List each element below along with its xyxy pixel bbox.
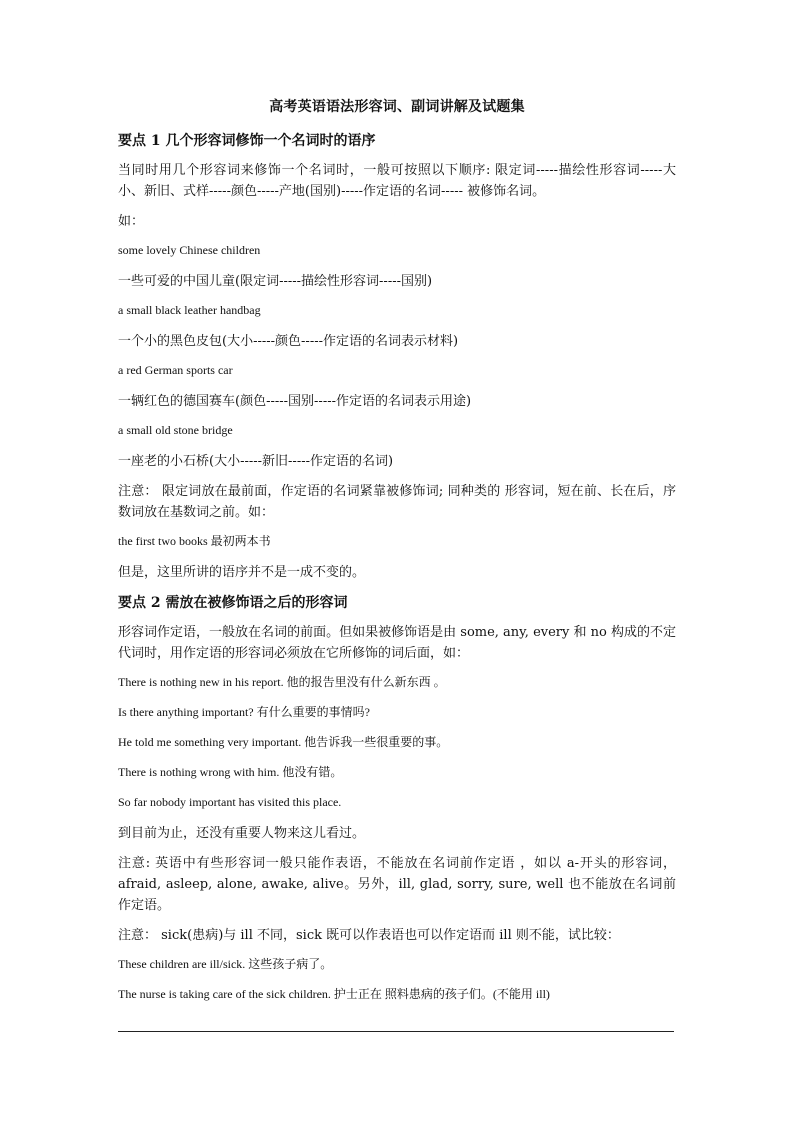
- example-mixed: the first two books 最初两本书: [118, 534, 271, 548]
- example-mixed: These children are ill/sick. 这些孩子病了。: [118, 957, 333, 971]
- section1-note: 注意： 限定词放在最前面，作定语的名词紧靠被修饰词; 同种类的 形容词，短在前、长在后，序数词放在基数词之前。如：: [118, 484, 676, 520]
- example-chinese: 一个小的黑色皮包(大小-----颜色-----作定语的名词表示材料): [118, 334, 459, 349]
- section1-conclusion: 但是，这里所讲的语序并不是一成不变的。: [118, 565, 366, 580]
- example-english: So far nobody important has visited this place.: [118, 795, 342, 809]
- example-chinese: 一些可爱的中国儿童(限定词-----描绘性形容词-----国别): [118, 274, 433, 289]
- section2-note1: 注意: 英语中有些形容词一般只能作表语，不能放在名词前作定语 ，如以 a-开头的形容词，afraid, asleep, alone, awake, alive。另外，ill, glad, sorry, sure, well 也不能放在名词前作定语。: [118, 856, 676, 913]
- section2-intro: 形容词作定语，一般放在名词的前面。但如果被修饰语是由 some, any, every 和 no 构成的不定 代词时，用作定语的形容词必须放在它所修饰的词后面，如：: [118, 625, 676, 661]
- example-mixed: Is there anything important? 有什么重要的事情吗?: [118, 705, 370, 719]
- example-english: a small black leather handbag: [118, 303, 261, 317]
- example-english: some lovely Chinese children: [118, 243, 261, 257]
- example-english: a red German sports car: [118, 363, 233, 377]
- example-chinese: 一座老的小石桥(大小-----新旧-----作定语的名词): [118, 454, 394, 469]
- section2-heading: 要点 2 需放在被修饰语之后的形容词: [118, 595, 348, 611]
- example-mixed: He told me something very important. 他告诉我一些很重要的事。: [118, 735, 449, 749]
- document-title: 高考英语语法形容词、副词讲解及试题集: [269, 99, 525, 115]
- example-chinese: 一辆红色的德国赛车(颜色-----国别-----作定语的名词表示用途): [118, 394, 472, 409]
- example-english: a small old stone bridge: [118, 423, 233, 437]
- bottom-divider: [118, 1031, 674, 1032]
- example-mixed: There is nothing wrong with him. 他没有错。: [118, 765, 343, 779]
- section1-intro: 当同时用几个形容词来修饰一个名词时，一般可按照以下顺序: 限定词-----描绘性形容词-----大小、新旧、式样-----颜色-----产地(国别)-----作定语的名词----- 被修饰名词。: [118, 163, 676, 199]
- example-chinese: 到目前为止，还没有重要人物来这儿看过。: [118, 826, 366, 841]
- example-mixed: There is nothing new in his report. 他的报告里没有什么新东西 。: [118, 675, 446, 689]
- section2-note2: 注意： sick(患病)与 ill 不同，sick 既可以作表语也可以作定语而 ill 则不能，试比较：: [118, 928, 620, 943]
- section1-ru: 如：: [118, 214, 145, 229]
- example-mixed: The nurse is taking care of the sick children. 护士正在 照料患病的孩子们。(不能用 ill): [118, 987, 550, 1001]
- section1-heading: 要点 1 几个形容词修饰一个名词时的语序: [118, 133, 376, 149]
- document-page: [118, 96, 676, 1015]
